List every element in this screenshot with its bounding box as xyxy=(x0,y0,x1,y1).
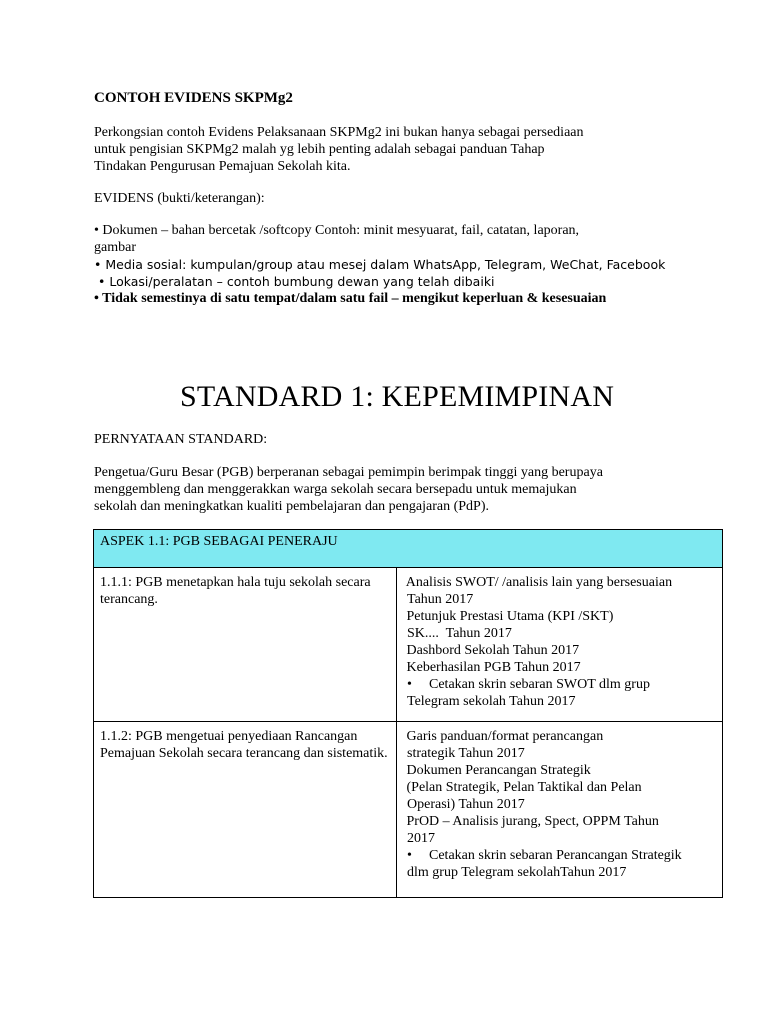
table-header-row xyxy=(94,530,723,568)
evidens-item: gambar xyxy=(94,240,136,255)
evidens-item: • Dokumen – bahan bercetak /softcopy Contoh: minit mesyuarat, fail, catatan, laporan, xyxy=(94,223,580,238)
statement-line: Pengetua/Guru Besar (PGB) berperanan sebagai pemimpin berimpak tinggi yang berupaya xyxy=(94,465,603,480)
evidence-line: Keberhasilan PGB Tahun 2017 xyxy=(403,660,581,675)
table-row xyxy=(94,722,723,898)
evidens-list xyxy=(94,222,665,307)
intro-line: Tindakan Pengurusan Pemajuan Sekolah kita. xyxy=(94,159,351,174)
statement-label: PERNYATAAN STANDARD: xyxy=(94,432,268,447)
evidence-line: Dashbord Sekolah Tahun 2017 xyxy=(403,643,580,658)
document-title: CONTOH EVIDENS SKPMg2 xyxy=(94,90,293,106)
bullet-icon: • xyxy=(407,677,412,692)
item-cell: 1.1.2: PGB mengetuai penyediaan Rancangan Pemajuan Sekolah secara terancang dan sistematik. xyxy=(94,722,397,898)
statement-line: menggembleng dan menggerakkan warga sekolah secara bersepadu untuk memajukan xyxy=(94,482,577,497)
evidence-bullet-line xyxy=(403,847,716,864)
evidens-item: • Tidak semestinya di satu tempat/dalam satu fail – mengikut keperluan & kesesuaian xyxy=(94,291,607,306)
standard-heading: STANDARD 1: KEPEMIMPINAN xyxy=(180,380,615,413)
statement-paragraph xyxy=(94,464,603,515)
evidence-cell xyxy=(397,568,723,722)
evidence-line: Operasi) Tahun 2017 xyxy=(407,797,525,812)
evidence-line: Garis panduan/format perancangan xyxy=(403,729,604,744)
evidens-item: • Lokasi/peralatan – contoh bumbung dewan yang telah dibaiki xyxy=(94,274,495,289)
evidence-line: Analisis SWOT/ /analisis lain yang bersesuaian xyxy=(403,575,673,590)
evidence-cell xyxy=(397,722,723,898)
evidence-line: Dokumen Perancangan Strategik xyxy=(403,763,591,778)
evidence-line: Cetakan skrin sebaran Perancangan Strategik xyxy=(429,848,682,863)
bullet-icon: • xyxy=(407,848,412,863)
evidens-label: EVIDENS (bukti/keterangan): xyxy=(94,191,265,206)
evidence-bullet-line xyxy=(403,676,716,693)
evidence-line: 2017 xyxy=(407,831,435,846)
evidence-table xyxy=(93,529,723,898)
evidence-line: Tahun 2017 xyxy=(407,592,474,607)
evidence-line: Cetakan skrin sebaran SWOT dlm grup xyxy=(429,677,650,692)
evidence-line: Petunjuk Prestasi Utama (KPI /SKT) xyxy=(403,609,614,624)
intro-line: Perkongsian contoh Evidens Pelaksanaan SKPMg2 ini bukan hanya sebagai persediaan xyxy=(94,125,584,140)
intro-paragraph xyxy=(94,124,584,175)
aspek-header: ASPEK 1.1: PGB SEBAGAI PENERAJU xyxy=(94,530,723,568)
intro-line: untuk pengisian SKPMg2 malah yg lebih penting adalah sebagai panduan Tahap xyxy=(94,142,545,157)
statement-line: sekolah dan meningkatkan kualiti pembelajaran dan pengajaran (PdP). xyxy=(94,499,489,514)
evidens-item: • Media sosial: kumpulan/group atau mesej dalam WhatsApp, Telegram, WeChat, Facebook xyxy=(94,257,666,272)
table-row xyxy=(94,568,723,722)
evidence-line: strategik Tahun 2017 xyxy=(407,746,525,761)
evidence-line: dlm grup Telegram sekolahTahun 2017 xyxy=(407,865,627,880)
evidence-line: PrOD – Analisis jurang, Spect, OPPM Tahun xyxy=(403,814,659,829)
evidence-line: Telegram sekolah Tahun 2017 xyxy=(407,694,576,709)
evidence-line: (Pelan Strategik, Pelan Taktikal dan Pelan xyxy=(403,780,642,795)
item-cell: 1.1.1: PGB menetapkan hala tuju sekolah secara terancang. xyxy=(94,568,397,722)
evidence-line: SK.... Tahun 2017 xyxy=(407,626,512,641)
